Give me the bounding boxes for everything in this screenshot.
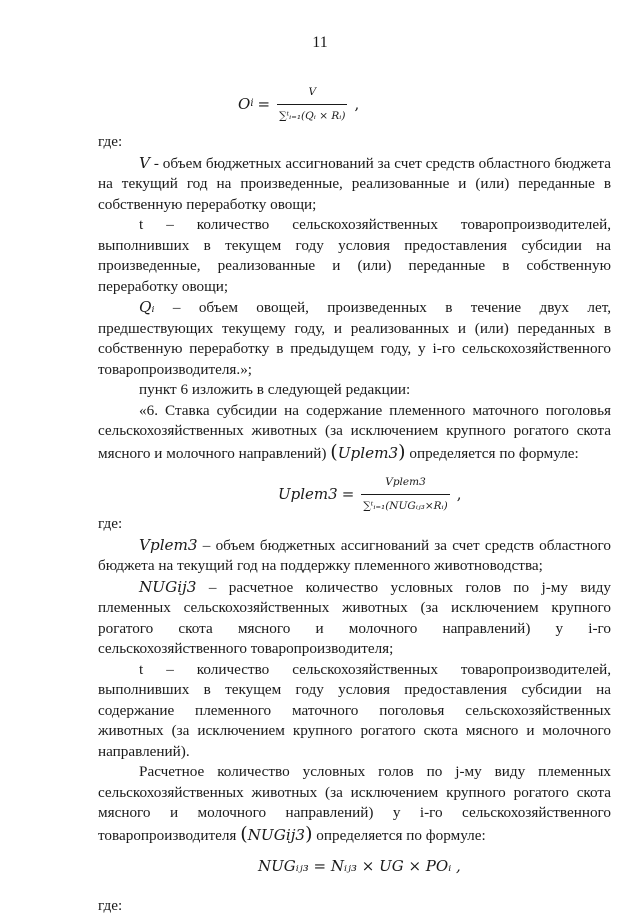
formula-nug-expression: NUGᵢⱼ₃ = Nᵢⱼ₃ × UG × POᵢ , [258,857,461,875]
definition-q [98,297,611,380]
symbol-vplem3: Vplem3 [139,535,198,554]
symbol-nug-calc: NUGij3 [247,825,306,844]
formula-uplem3-numerator: Vplem3 [385,476,426,488]
symbol-uplem3: Uplem3 [337,443,399,462]
symbol-q: Qᵢ [139,298,155,316]
definition-v [98,153,611,216]
formula-uplem3-lhs: Uplem3 [278,484,338,503]
formula-uplem3-denominator: ∑ᵗᵢ₌₁(NUGᵢⱼ₃×Rᵢ) [361,494,449,517]
where-label-1: где: [98,133,123,150]
definition-v-text: - объем бюджетных ассигнований за счет средств областного бюджета на текущий год на произведенные, реализованные и (или) переданные в собственную переработку овощи; [98,154,611,213]
formula-oi-numerator: V [308,86,317,98]
definition-q-text: – объем овощей, произведенных в течение двух лет, предшествующих текущему году, и реализованных и (или) переданных в собственную переработку в предыдущем году, у i-го сельскохозяйственного товаропроизводителя.»; [98,299,611,378]
formula-uplem3-fraction [361,472,449,516]
page-number: 11 [312,34,328,51]
where-label-2: где: [98,515,123,532]
clause-6-intro: пункт 6 изложить в следующей редакции: [139,381,411,398]
definition-vplem3 [98,535,611,577]
formula-oi: O i = $\frac{V}{\text{∑ᵗᵢ₌₁(Qᵢ × Rᵢ)}}$ , [238,72,611,118]
symbol-v: V [139,153,150,172]
definition-t2: t – количество сельскохозяйственных товаропроизводителей, выполнивших в текущем году условия предоставления субсидии на содержание племенного маточного поголовья сельскохозяйственных животных (за исключением крупного рогатого скота мясного и молочного направлений). [98,660,611,760]
symbol-nug: NUGij3 [139,577,197,596]
formula-oi-lhs-sub: i [250,97,254,109]
definition-nug [98,577,611,660]
clause-6-text-b: определяется по формуле: [405,444,579,462]
formula-nug [158,846,611,896]
formula-oi-fraction [277,82,347,126]
definition-t: t – количество сельскохозяйственных товаропроизводителей, выполнивших в текущем году условия предоставления субсидии на произведенные, реализованные и (или) переданные в собственную переработку овощи; [98,216,611,295]
calc-paragraph: Расчетное количество условных голов по j-му виду племенных сельскохозяйственных животных (за исключением крупного рогатого скота мясного и молочного направлений) у i-го сельскохозяйственного товаропроизводителя (NUGij3) определяется по формуле: [98,763,611,845]
where-label-3: где: [98,897,123,914]
clause-6-text: «6. Ставка субсидии на содержание племенного маточного поголовья сельскохозяйственных животных (за исключением крупного рогатого скота мясного и молочного направлений) (Uplem3) определяется по формуле: [98,401,611,463]
document-body [98,72,611,917]
clause-6-text-a: «6. Ставка субсидии на содержание племенного маточного поголовья сельскохозяйственных животных (за исключением крупного рогатого скота мясного и молочного направлений) [98,401,611,462]
formula-oi-denominator: ∑ᵗᵢ₌₁(Qᵢ × Rᵢ) [277,104,347,127]
calc-text-a: Расчетное количество условных голов по j-му виду племенных сельскохозяйственных животных (за исключением крупного рогатого скота мясного и молочного направлений) у i-го сельскохозяйственного товаропроизводителя [98,763,611,844]
formula-oi-punct: , [354,94,360,113]
formula-oi-lhs: O [238,94,251,113]
calc-text-b: определяется по формуле: [312,826,486,844]
formula-uplem3-punct: , [456,484,462,503]
definition-vplem3-text: – объем бюджетных ассигнований за счет средств областного бюджета на текущий год на поддержку племенного животноводства; [98,536,611,574]
definition-nug-text: – расчетное количество условных голов по j-му виду племенных сельскохозяйственных животных (за исключением крупного рогатого скота мясного и молочного направлений) у i-го сельскохозяйственного товаропроизводителя; [98,578,611,657]
formula-uplem3: Uplem3 = $\frac{\text{Vplem3}}{\text{∑ᵗᵢ₌₁(NUGᵢⱼ₃×Rᵢ)}}$ , [148,464,611,514]
